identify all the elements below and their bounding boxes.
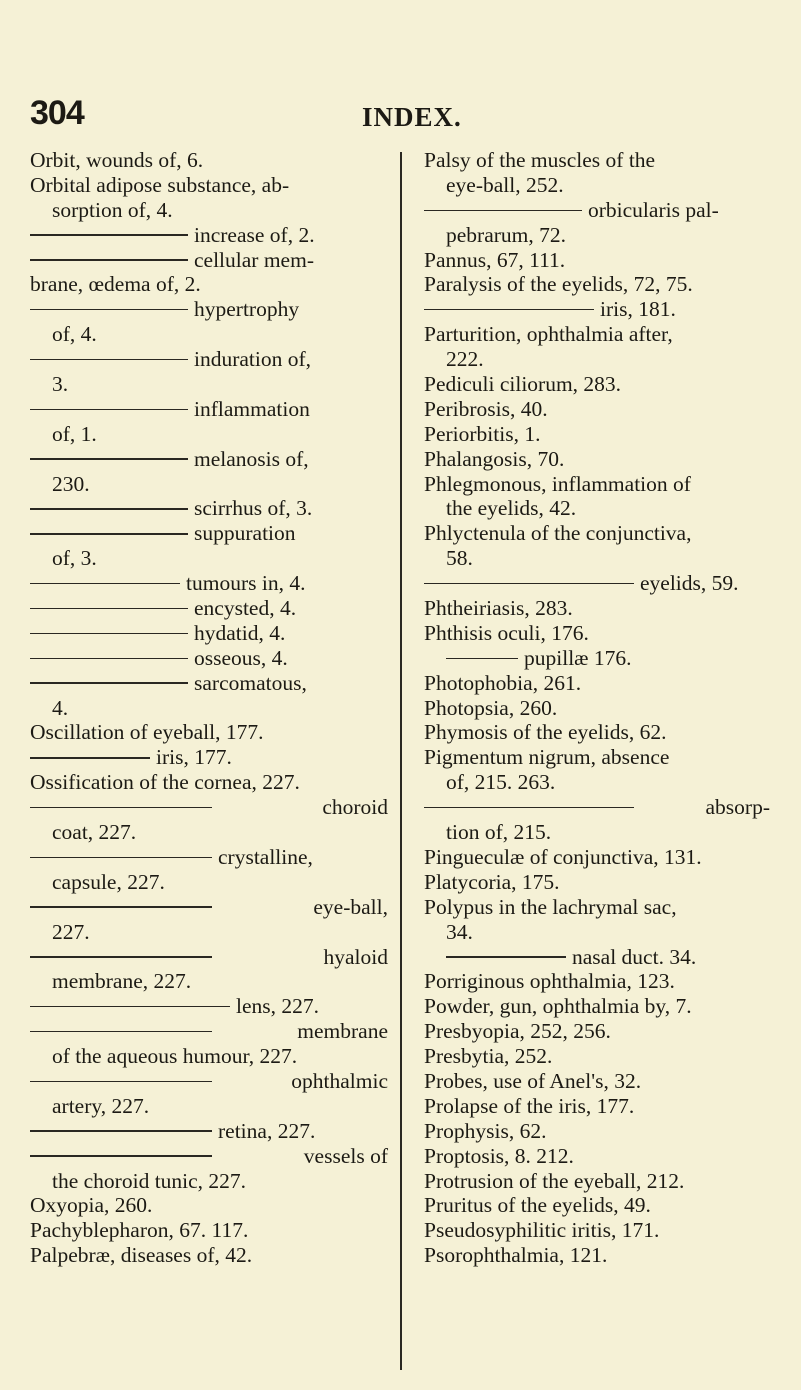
index-subentry-text: ophthalmic <box>291 1068 388 1093</box>
index-subentry-text: scirrhus of, 3. <box>194 496 313 521</box>
index-entry: membrane, 227. <box>52 969 192 994</box>
index-entry: Prolapse of the iris, 177. <box>424 1093 635 1118</box>
ditto-rule <box>30 409 188 410</box>
ditto-rule <box>30 658 188 659</box>
index-entry: Palpebræ, diseases of, 42. <box>30 1243 253 1268</box>
index-entry: 4. <box>52 695 69 720</box>
index-entry: 222. <box>446 347 484 372</box>
index-entry: Pingueculæ of conjunctiva, 131. <box>424 844 702 869</box>
index-entry: Periorbitis, 1. <box>424 421 541 446</box>
ditto-rule <box>30 1006 230 1007</box>
index-subentry <box>30 447 390 472</box>
index-subentry-text: retina, 227. <box>218 1118 316 1143</box>
index-entry: Probes, use of Anel's, 32. <box>424 1068 642 1093</box>
ditto-rule <box>30 508 188 509</box>
ditto-rule <box>30 309 188 310</box>
index-entry: artery, 227. <box>52 1093 150 1118</box>
ditto-rule <box>30 458 188 459</box>
page-number: 304 <box>30 94 84 132</box>
ditto-rule <box>446 956 566 957</box>
index-entry: capsule, 227. <box>52 869 165 894</box>
index-subentry <box>30 621 390 646</box>
index-entry: sorption of, 4. <box>52 197 173 222</box>
index-subentry-text: inflammation <box>194 396 310 421</box>
index-subentry-text: suppuration <box>194 521 296 546</box>
index-entry: Parturition, ophthalmia after, <box>424 322 673 347</box>
index-subentry <box>30 646 390 671</box>
ditto-rule <box>30 359 188 360</box>
index-entry: Psorophthalmia, 121. <box>424 1243 608 1268</box>
index-subentry-text: absorp- <box>705 795 770 820</box>
ditto-rule <box>424 807 634 808</box>
ditto-rule <box>30 757 150 758</box>
index-entry: the eyelids, 42. <box>446 496 577 521</box>
index-subentry-text: lens, 227. <box>236 994 320 1019</box>
index-entry: Ossification of the cornea, 227. <box>30 770 300 795</box>
index-entry: Polypus in the lachrymal sac, <box>424 894 677 919</box>
index-entry: Orbit, wounds of, 6. <box>30 148 204 172</box>
index-subentry-text: encysted, 4. <box>194 596 297 621</box>
index-entry: of, 1. <box>52 421 97 446</box>
index-entry: Pseudosyphilitic iritis, 171. <box>424 1218 660 1243</box>
index-subentry-text: increase of, 2. <box>194 222 315 247</box>
index-entry: Photophobia, 261. <box>424 670 582 695</box>
index-subentry <box>30 945 390 970</box>
index-subentry-text: choroid <box>322 795 388 820</box>
index-entry: Pediculi ciliorum, 283. <box>424 372 622 397</box>
index-subentry <box>424 945 772 970</box>
index-subentry <box>30 895 390 920</box>
index-entry: Oxyopia, 260. <box>30 1193 153 1218</box>
index-entry: the choroid tunic, 227. <box>52 1168 247 1193</box>
index-entry: eye-ball, 252. <box>446 172 564 197</box>
index-entry: Oscillation of eyeball, 177. <box>30 720 264 745</box>
index-subentry <box>30 397 390 422</box>
index-entry: Phymosis of the eyelids, 62. <box>424 720 667 745</box>
ditto-rule <box>30 633 188 634</box>
index-entry: of, 215. 263. <box>446 770 556 795</box>
index-subentry-text: cellular mem- <box>194 247 314 272</box>
index-subentry <box>30 248 390 273</box>
index-column-left <box>30 148 390 1268</box>
index-subentry-text: hyaloid <box>323 944 388 969</box>
ditto-rule <box>30 857 212 858</box>
ditto-rule <box>30 234 188 235</box>
index-subentry <box>30 1144 390 1169</box>
ditto-rule <box>424 583 634 584</box>
index-subentry-text: membrane <box>297 1019 388 1044</box>
index-entry: Phlegmonous, inflammation of <box>424 471 691 496</box>
index-subentry <box>424 646 772 671</box>
index-subentry <box>30 1119 390 1144</box>
index-entry: Pachyblepharon, 67. 117. <box>30 1218 249 1243</box>
index-subentry <box>30 994 390 1019</box>
index-entry: Proptosis, 8. 212. <box>424 1143 574 1168</box>
index-subentry-text: orbicularis pal- <box>588 197 719 222</box>
ditto-rule <box>30 682 188 683</box>
index-entry: Orbital adipose substance, ab- <box>30 172 290 197</box>
index-entry: of the aqueous humour, 227. <box>52 1044 298 1069</box>
ditto-rule <box>30 1081 212 1082</box>
index-entry: 58. <box>446 546 473 571</box>
ditto-rule <box>30 906 212 907</box>
index-subentry <box>30 521 390 546</box>
index-entry: Prophysis, 62. <box>424 1118 547 1143</box>
index-subentry <box>30 596 390 621</box>
index-entry: Palsy of the muscles of the <box>424 148 656 172</box>
index-subentry-text: sarcomatous, <box>194 670 307 695</box>
ditto-rule <box>30 608 188 609</box>
index-entry: Paralysis of the eyelids, 72, 75. <box>424 272 693 297</box>
index-subentry <box>30 745 390 770</box>
index-subentry <box>30 496 390 521</box>
index-entry: Pruritus of the eyelids, 49. <box>424 1193 651 1218</box>
index-entry: Protrusion of the eyeball, 212. <box>424 1168 685 1193</box>
index-entry: Peribrosis, 40. <box>424 396 548 421</box>
index-subentry <box>30 297 390 322</box>
index-subentry-text: osseous, 4. <box>194 645 288 670</box>
column-divider <box>400 152 402 1370</box>
index-subentry-text: crystalline, <box>218 844 313 869</box>
index-entry: tion of, 215. <box>446 820 552 845</box>
index-subentry-text: hypertrophy <box>194 297 300 322</box>
index-subentry <box>30 571 390 596</box>
index-subentry <box>30 671 390 696</box>
ditto-rule <box>30 583 180 584</box>
index-entry: Phtheiriasis, 283. <box>424 596 573 621</box>
index-subentry <box>30 1069 390 1094</box>
index-subentry-text: eyelids, 59. <box>640 571 739 596</box>
ditto-rule <box>30 1031 212 1032</box>
ditto-rule <box>30 1130 212 1131</box>
index-entry: Phalangosis, 70. <box>424 446 565 471</box>
index-entry: 34. <box>446 919 473 944</box>
index-subentry <box>424 795 772 820</box>
ditto-rule <box>424 210 582 211</box>
ditto-rule <box>446 658 518 659</box>
ditto-rule <box>30 259 188 260</box>
index-subentry <box>30 795 390 820</box>
index-subentry-text: nasal duct. 34. <box>572 944 697 969</box>
ditto-rule <box>30 807 212 808</box>
ditto-rule <box>30 1155 212 1156</box>
index-entry: Presbytia, 252. <box>424 1044 553 1069</box>
index-entry: Powder, gun, ophthalmia by, 7. <box>424 994 692 1019</box>
index-entry: Phthisis oculi, 176. <box>424 620 589 645</box>
index-column-right <box>424 148 772 1268</box>
index-subentry-text: iris, 181. <box>600 297 676 322</box>
index-entry: Platycoria, 175. <box>424 869 560 894</box>
index-entry: Porriginous ophthalmia, 123. <box>424 969 675 994</box>
index-subentry <box>30 1019 390 1044</box>
index-entry: 230. <box>52 471 90 496</box>
index-subentry <box>30 347 390 372</box>
index-entry: pebrarum, 72. <box>446 222 567 247</box>
index-subentry-text: vessels of <box>303 1143 388 1168</box>
index-subentry-text: hydatid, 4. <box>194 620 286 645</box>
index-entry: of, 3. <box>52 546 97 571</box>
index-subentry <box>424 297 772 322</box>
page-header <box>30 94 770 134</box>
ditto-rule <box>30 956 212 957</box>
index-entry: Phlyctenula of the conjunctiva, <box>424 521 692 546</box>
index-entry: 3. <box>52 372 69 397</box>
index-entry: Pannus, 67, 111. <box>424 247 566 272</box>
index-entry: Presbyopia, 252, 256. <box>424 1019 611 1044</box>
index-entry: of, 4. <box>52 322 97 347</box>
ditto-rule <box>424 309 594 310</box>
index-subentry-text: eye-ball, <box>313 894 388 919</box>
index-subentry-text: tumours in, 4. <box>186 571 306 596</box>
running-head: INDEX. <box>362 102 462 132</box>
index-subentry-text: melanosis of, <box>194 446 309 471</box>
index-entry: brane, œdema of, 2. <box>30 272 201 297</box>
index-entry: coat, 227. <box>52 820 137 845</box>
index-subentry-text: induration of, <box>194 347 312 372</box>
index-entry: 227. <box>52 919 90 944</box>
index-entry: Photopsia, 260. <box>424 695 558 720</box>
index-subentry <box>424 571 772 596</box>
index-subentry <box>30 845 390 870</box>
index-subentry-text: pupillæ 176. <box>524 645 632 670</box>
ditto-rule <box>30 533 188 534</box>
index-subentry-text: iris, 177. <box>156 745 232 770</box>
index-subentry <box>424 198 772 223</box>
index-subentry <box>30 223 390 248</box>
index-entry: Pigmentum nigrum, absence <box>424 745 670 770</box>
